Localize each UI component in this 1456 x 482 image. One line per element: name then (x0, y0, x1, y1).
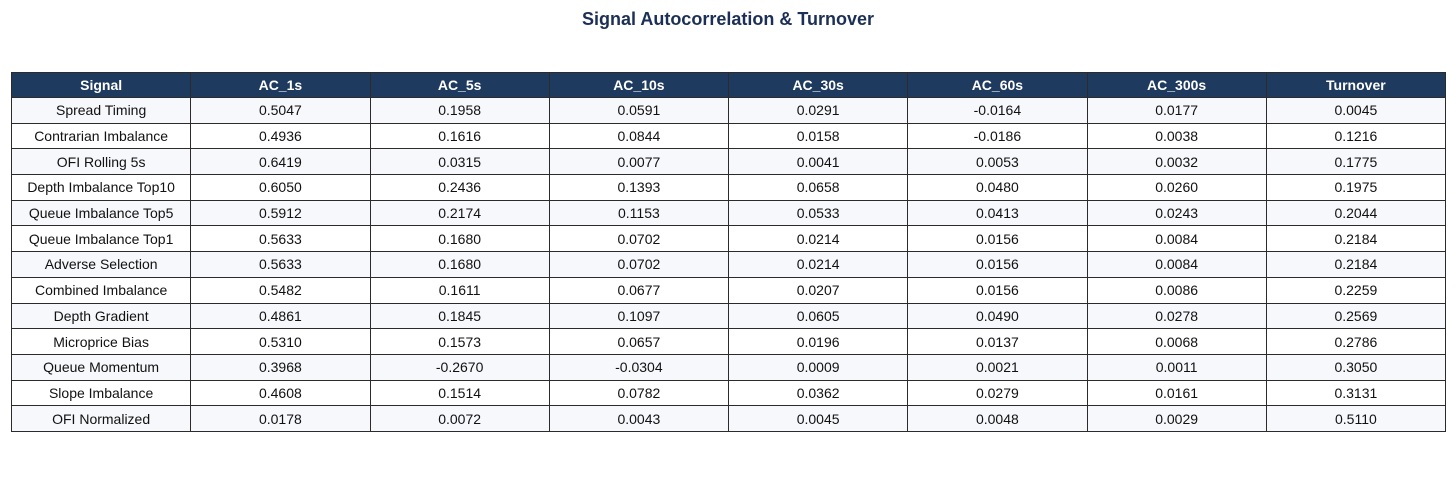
value-cell: 0.0214 (729, 226, 908, 252)
column-header: AC_60s (908, 73, 1087, 98)
value-cell: 0.0480 (908, 175, 1087, 201)
value-cell: 0.1611 (370, 277, 549, 303)
value-cell: 0.0362 (729, 380, 908, 406)
column-header: AC_1s (191, 73, 370, 98)
column-header: Turnover (1266, 73, 1445, 98)
value-cell: 0.3968 (191, 354, 370, 380)
signal-name-cell: Adverse Selection (12, 252, 191, 278)
value-cell: 0.0156 (908, 252, 1087, 278)
value-cell: 0.0207 (729, 277, 908, 303)
value-cell: 0.0413 (908, 200, 1087, 226)
value-cell: 0.1775 (1266, 149, 1445, 175)
signal-name-cell: Queue Imbalance Top1 (12, 226, 191, 252)
table-row (12, 406, 1446, 432)
signal-name-cell: OFI Rolling 5s (12, 149, 191, 175)
value-cell: 0.1958 (370, 98, 549, 124)
value-cell: 0.0196 (729, 329, 908, 355)
signal-name-cell: Slope Imbalance (12, 380, 191, 406)
value-cell: 0.4861 (191, 303, 370, 329)
value-cell: 0.5633 (191, 252, 370, 278)
value-cell: 0.0315 (370, 149, 549, 175)
signal-name-cell: Queue Momentum (12, 354, 191, 380)
value-cell: 0.1845 (370, 303, 549, 329)
value-cell: -0.0304 (549, 354, 728, 380)
value-cell: 0.1680 (370, 252, 549, 278)
value-cell: 0.1975 (1266, 175, 1445, 201)
value-cell: 0.5110 (1266, 406, 1445, 432)
signal-name-cell: Spread Timing (12, 98, 191, 124)
value-cell: 0.1573 (370, 329, 549, 355)
signal-name-cell: Microprice Bias (12, 329, 191, 355)
value-cell: 0.0658 (729, 175, 908, 201)
value-cell: 0.0158 (729, 123, 908, 149)
value-cell: 0.3050 (1266, 354, 1445, 380)
value-cell: 0.0677 (549, 277, 728, 303)
table-body (12, 98, 1446, 432)
value-cell: 0.5482 (191, 277, 370, 303)
value-cell: 0.0533 (729, 200, 908, 226)
value-cell: 0.3131 (1266, 380, 1445, 406)
value-cell: 0.0038 (1087, 123, 1266, 149)
signal-name-cell: Depth Gradient (12, 303, 191, 329)
table-row (12, 175, 1446, 201)
column-header: AC_300s (1087, 73, 1266, 98)
value-cell: 0.1153 (549, 200, 728, 226)
value-cell: 0.0043 (549, 406, 728, 432)
value-cell: 0.0084 (1087, 252, 1266, 278)
value-cell: 0.1216 (1266, 123, 1445, 149)
value-cell: -0.0164 (908, 98, 1087, 124)
value-cell: 0.0137 (908, 329, 1087, 355)
value-cell: 0.5047 (191, 98, 370, 124)
table-row (12, 149, 1446, 175)
value-cell: 0.0291 (729, 98, 908, 124)
value-cell: 0.1616 (370, 123, 549, 149)
value-cell: 0.1393 (549, 175, 728, 201)
value-cell: 0.0011 (1087, 354, 1266, 380)
value-cell: 0.0605 (729, 303, 908, 329)
table-row (12, 226, 1446, 252)
signal-name-cell: Contrarian Imbalance (12, 123, 191, 149)
column-header: AC_10s (549, 73, 728, 98)
value-cell: 0.5912 (191, 200, 370, 226)
value-cell: 0.0260 (1087, 175, 1266, 201)
value-cell: 0.0490 (908, 303, 1087, 329)
value-cell: 0.0279 (908, 380, 1087, 406)
table-header-row (12, 73, 1446, 98)
value-cell: 0.0045 (729, 406, 908, 432)
column-header: AC_30s (729, 73, 908, 98)
table-row (12, 277, 1446, 303)
table-row (12, 252, 1446, 278)
value-cell: 0.0041 (729, 149, 908, 175)
value-cell: 0.2259 (1266, 277, 1445, 303)
value-cell: 0.0068 (1087, 329, 1266, 355)
value-cell: 0.0009 (729, 354, 908, 380)
value-cell: -0.0186 (908, 123, 1087, 149)
value-cell: 0.0048 (908, 406, 1087, 432)
table-row (12, 200, 1446, 226)
signal-name-cell: OFI Normalized (12, 406, 191, 432)
table-row (12, 98, 1446, 124)
value-cell: 0.0032 (1087, 149, 1266, 175)
value-cell: 0.0072 (370, 406, 549, 432)
table-row (12, 123, 1446, 149)
value-cell: 0.6419 (191, 149, 370, 175)
value-cell: 0.0243 (1087, 200, 1266, 226)
signal-name-cell: Combined Imbalance (12, 277, 191, 303)
value-cell: 0.0086 (1087, 277, 1266, 303)
value-cell: 0.0161 (1087, 380, 1266, 406)
value-cell: 0.0782 (549, 380, 728, 406)
value-cell: 0.2184 (1266, 252, 1445, 278)
value-cell: 0.1097 (549, 303, 728, 329)
column-header: AC_5s (370, 73, 549, 98)
value-cell: 0.0278 (1087, 303, 1266, 329)
value-cell: 0.0178 (191, 406, 370, 432)
table-row (12, 329, 1446, 355)
value-cell: 0.0156 (908, 277, 1087, 303)
autocorrelation-table (11, 72, 1446, 432)
value-cell: 0.0053 (908, 149, 1087, 175)
table-row (12, 380, 1446, 406)
value-cell: 0.0702 (549, 226, 728, 252)
value-cell: 0.1514 (370, 380, 549, 406)
value-cell: 0.0591 (549, 98, 728, 124)
value-cell: 0.0702 (549, 252, 728, 278)
value-cell: 0.2174 (370, 200, 549, 226)
value-cell: 0.2044 (1266, 200, 1445, 226)
value-cell: 0.0084 (1087, 226, 1266, 252)
value-cell: 0.1680 (370, 226, 549, 252)
value-cell: 0.0029 (1087, 406, 1266, 432)
signal-name-cell: Depth Imbalance Top10 (12, 175, 191, 201)
value-cell: 0.2436 (370, 175, 549, 201)
value-cell: 0.5633 (191, 226, 370, 252)
value-cell: 0.0214 (729, 252, 908, 278)
value-cell: 0.0077 (549, 149, 728, 175)
value-cell: 0.2184 (1266, 226, 1445, 252)
chart-title: Signal Autocorrelation & Turnover (581, 9, 875, 29)
value-cell: -0.2670 (370, 354, 549, 380)
value-cell: 0.0844 (549, 123, 728, 149)
value-cell: 0.2786 (1266, 329, 1445, 355)
value-cell: 0.5310 (191, 329, 370, 355)
table-row (12, 303, 1446, 329)
value-cell: 0.6050 (191, 175, 370, 201)
value-cell: 0.0177 (1087, 98, 1266, 124)
value-cell: 0.2569 (1266, 303, 1445, 329)
value-cell: 0.0045 (1266, 98, 1445, 124)
table-row (12, 354, 1446, 380)
value-cell: 0.0021 (908, 354, 1087, 380)
signal-name-cell: Queue Imbalance Top5 (12, 200, 191, 226)
value-cell: 0.0156 (908, 226, 1087, 252)
value-cell: 0.0657 (549, 329, 728, 355)
value-cell: 0.4936 (191, 123, 370, 149)
column-header: Signal (12, 73, 191, 98)
value-cell: 0.4608 (191, 380, 370, 406)
